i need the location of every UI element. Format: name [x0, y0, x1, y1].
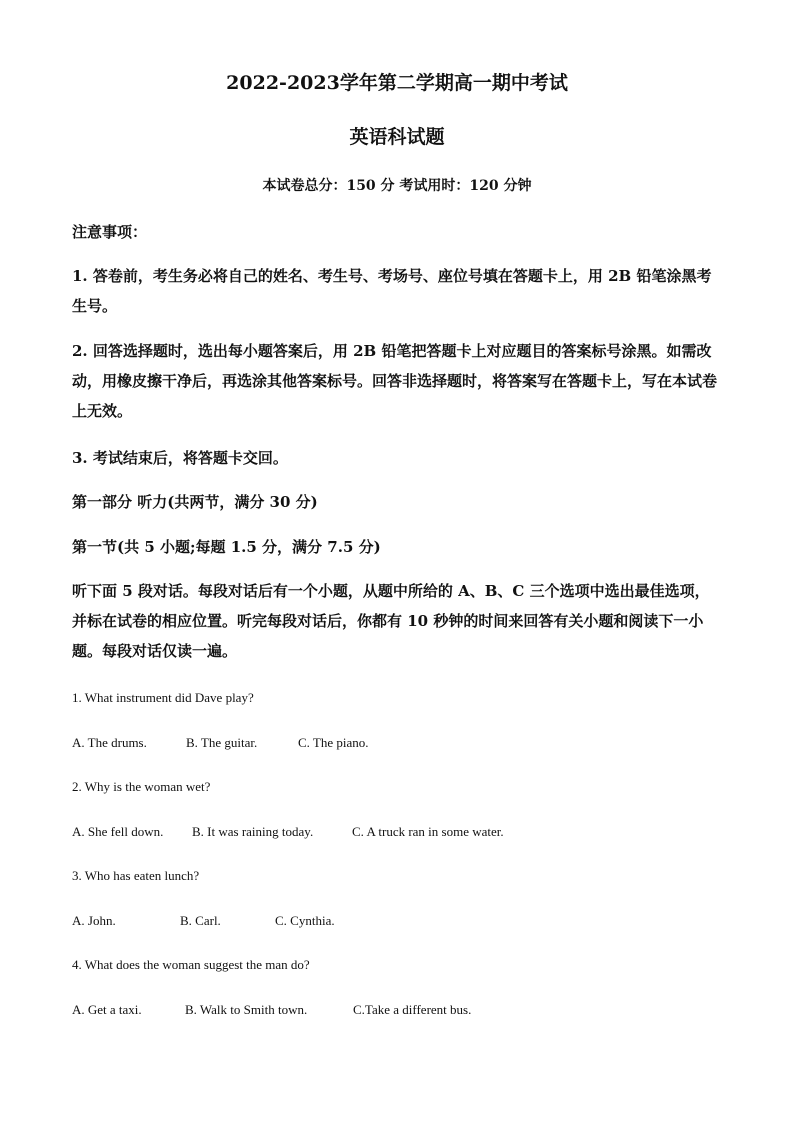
question-2-option-c: C. A truck ran in some water.	[352, 824, 504, 839]
exam-subtitle: 英语科试题	[349, 126, 445, 148]
question-4-option-b: B. Walk to Smith town.	[185, 1002, 308, 1017]
question-4-option-c: C.Take a different bus.	[353, 1002, 472, 1017]
question-3-stem: 3. Who has eaten lunch?	[72, 868, 200, 883]
note-item-2: 2. 回答选择题时，选出每小题答案后，用 2B 铅笔把答题卡上对应题目的答案标号涂黑。如需改动，用橡皮擦干净后，再选涂其他答案标号。回答非选择题时，将答案写在答题卡上，写在本试卷上无效。	[72, 342, 718, 420]
question-3-option-a: A. John.	[72, 913, 116, 928]
listening-instructions: 听下面 5 段对话。每段对话后有一个小题，从题中所给的 A、B、C 三个选项中选出最佳选项，并标在试卷的相应位置。听完每段对话后，你都有 10 秒钟的时间来回答有关小题和阅读下一小题。每段对话仅读一遍。	[72, 582, 710, 660]
question-1-option-a: A. The drums.	[72, 735, 147, 750]
note-item-1: 1. 答卷前，考生务必将自己的姓名、考生号、考场号、座位号填在答题卡上，用 2B 铅笔涂黑考生号。	[72, 267, 712, 315]
notes-heading: 注意事项：	[72, 223, 148, 241]
question-2-stem: 2. Why is the woman wet?	[72, 779, 211, 794]
question-1-option-c: C. The piano.	[298, 735, 369, 750]
part-one-heading: 第一部分 听力(共两节，满分 30 分)	[72, 493, 318, 511]
question-4-stem: 4. What does the woman suggest the man do?	[72, 957, 310, 972]
note-item-3: 3. 考试结束后，将答题卡交回。	[72, 449, 288, 467]
question-4-option-a: A. Get a taxi.	[72, 1002, 142, 1017]
exam-meta: 本试卷总分：150 分 考试用时：120 分钟	[262, 178, 532, 194]
question-3-option-c: C. Cynthia.	[275, 913, 335, 928]
question-1-option-b: B. The guitar.	[186, 735, 258, 750]
exam-title: 2022-2023学年第二学期高一期中考试	[226, 72, 568, 94]
question-2-option-b: B. It was raining today.	[192, 824, 314, 839]
section-one-heading: 第一节(共 5 小题;每题 1.5 分，满分 7.5 分)	[72, 538, 381, 556]
question-3-option-b: B. Carl.	[180, 913, 221, 928]
question-1-stem: 1. What instrument did Dave play?	[72, 690, 254, 705]
question-2-option-a: A. She fell down.	[72, 824, 164, 839]
